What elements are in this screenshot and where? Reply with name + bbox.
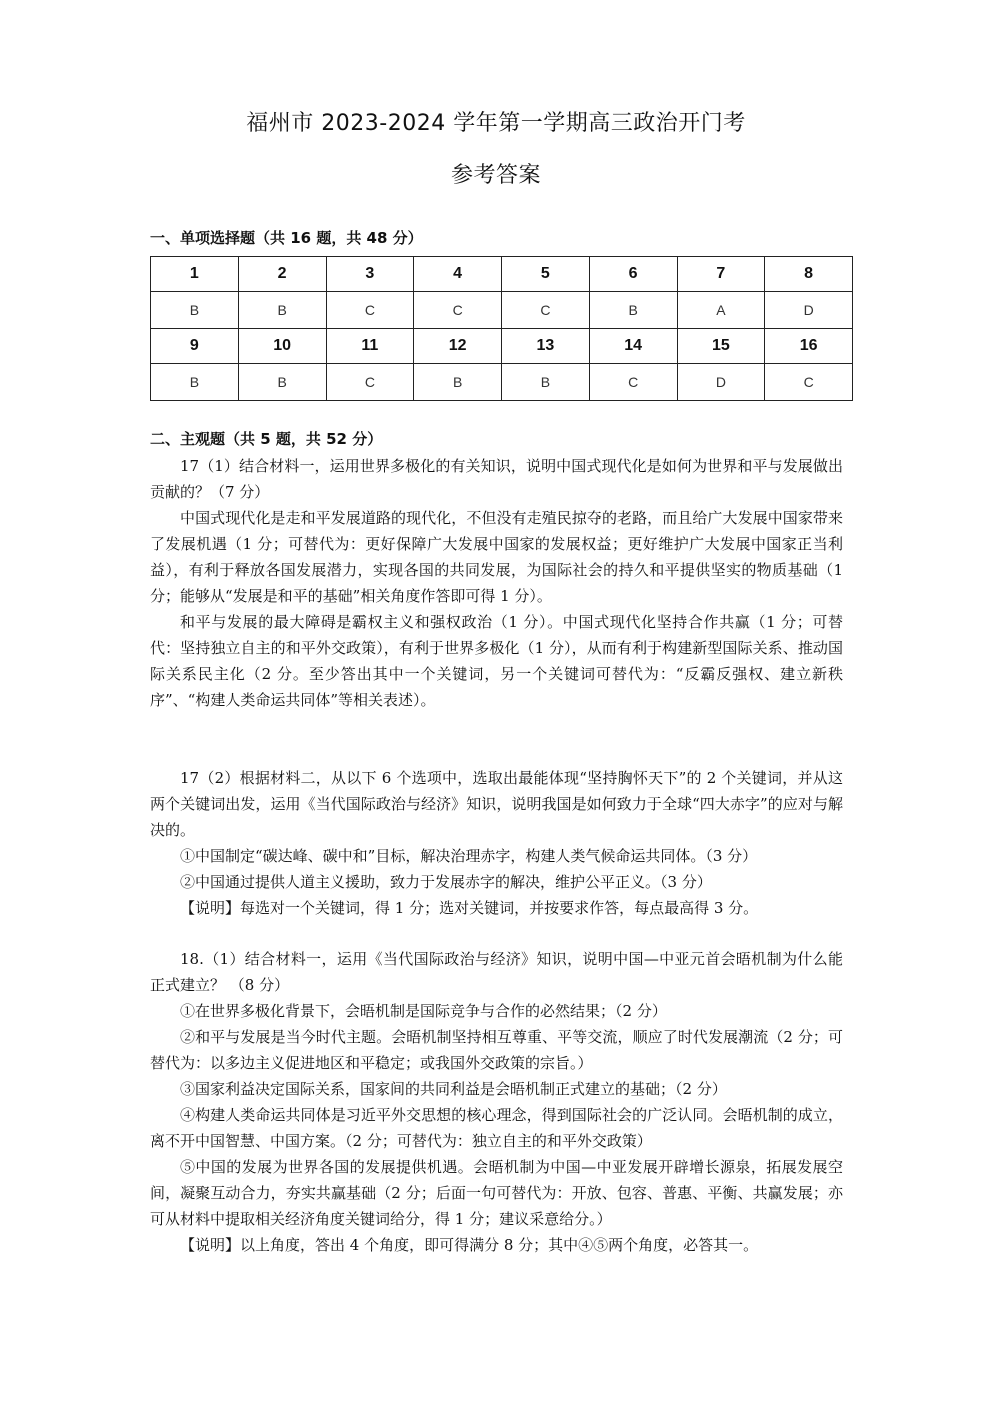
question-number: 11 [326,329,414,364]
answer-cell: C [589,364,677,401]
question-number: 14 [589,329,677,364]
answer-paragraph: 和平与发展的最大障碍是霸权主义和强权政治（1 分）。中国式现代化坚持合作共赢（1 分；可替代：坚持独立自主的和平外交政策），有利于世界多极化（1 分），从而有利于构建新型国际关系、推动国际关系民主化（2 分。至少答出其中一个关键词，另一个关键词可替代为：“反霸反强权、建立新秩序”、“构建人类命运共同体”等相关表述）。 [150,613,843,709]
document-title: 福州市 2023-2024 学年第一学期高三政治开门考 [246,111,746,136]
question-number-row [151,257,853,292]
question-number: 6 [589,257,677,292]
scoring-note: 【说明】每选对一个关键词，得 1 分；选对关键词，并按要求作答，每点最高得 3 分。 [180,899,759,917]
question-17-2-block [150,765,843,921]
question-number: 13 [502,329,590,364]
scoring-note: 【说明】以上角度，答出 4 个角度，即可得满分 8 分；其中④⑤两个角度，必答其一。 [180,1236,759,1254]
question-number: 10 [238,329,326,364]
answer-cell: C [414,292,502,329]
question-number: 5 [502,257,590,292]
answer-cell: B [238,292,326,329]
question-number: 1 [151,257,239,292]
document-subtitle: 参考答案 [450,163,541,188]
answer-paragraph: 中国式现代化是走和平发展道路的现代化，不但没有走殖民掠夺的老路，而且给广大发展中国家带来了发展机遇（1 分；可替代为：更好保障广大发展中国家的发展权益；更好维护广大发展中国家正当利益），有利于释放各国发展潜力，实现各国的共同发展，为国际社会的持久和平提供坚实的物质基础（1 分；能够从“发展是和平的基础”相关角度作答即可得 1 分）。 [150,509,843,605]
section-heading-multiple-choice: 一、单项选择题（共 16 题，共 48 分） [150,229,423,247]
answer-cell: B [238,364,326,401]
question-number: 4 [414,257,502,292]
answer-cell: D [765,292,853,329]
question-18-1-block [150,946,843,1258]
question-number: 15 [677,329,765,364]
answer-cell: B [502,364,590,401]
question-number: 8 [765,257,853,292]
question-number: 2 [238,257,326,292]
answer-cell: B [151,364,239,401]
answer-point: ④构建人类命运共同体是习近平外交思想的核心理念，得到国际社会的广泛认同。会晤机制的成立，离不开中国智慧、中国方案。（2 分；可替代为：独立自主的和平外交政策） [150,1106,843,1150]
answer-row [151,364,853,401]
answer-cell: B [589,292,677,329]
answer-point: ③国家利益决定国际关系，国家间的共同利益是会晤机制正式建立的基础；（2 分） [180,1080,727,1098]
answer-cell: A [677,292,765,329]
answer-point: ①中国制定“碳达峰、碳中和”目标，解决治理赤字，构建人类气候命运共同体。（3 分） [180,847,758,865]
answer-row [151,292,853,329]
answer-cell: B [414,364,502,401]
answer-point: ①在世界多极化背景下，会晤机制是国际竞争与合作的必然结果；（2 分） [180,1002,667,1020]
answer-cell: C [502,292,590,329]
question-text: 17（1）结合材料一，运用世界多极化的有关知识，说明中国式现代化是如何为世界和平与发展做出贡献的？（7 分） [150,457,843,501]
question-text: 18.（1）结合材料一，运用《当代国际政治与经济》知识，说明中国—中亚元首会晤机制为什么能正式建立？ （8 分） [150,950,843,994]
question-number: 16 [765,329,853,364]
answer-cell: C [326,364,414,401]
section-heading-subjective: 二、主观题（共 5 题，共 52 分） [150,430,383,448]
question-number: 12 [414,329,502,364]
answer-table [150,256,853,401]
question-17-1-block [150,453,843,713]
question-number: 3 [326,257,414,292]
question-text: 17（2）根据材料二，从以下 6 个选项中，选取出最能体现“坚持胸怀天下”的 2 个关键词，并从这两个关键词出发，运用《当代国际政治与经济》知识，说明我国是如何致力于全球“四大赤字”的应对与解决的。 [150,769,843,839]
question-number: 9 [151,329,239,364]
question-number: 7 [677,257,765,292]
answer-cell: D [677,364,765,401]
answer-point: ②和平与发展是当今时代主题。会晤机制坚持相互尊重、平等交流，顺应了时代发展潮流（2 分；可替代为：以多边主义促进地区和平稳定；或我国外交政策的宗旨。） [150,1028,843,1072]
answer-point: ⑤中国的发展为世界各国的发展提供机遇。会晤机制为中国—中亚发展开辟增长源泉，拓展发展空间，凝聚互动合力，夯实共赢基础（2 分；后面一句可替代为：开放、包容、普惠、平衡、共赢发展；亦可从材料中提取相关经济角度关键词给分，得 1 分；建议采意给分。） [150,1158,843,1228]
question-number-row [151,329,853,364]
answer-cell: C [326,292,414,329]
answer-cell: C [765,364,853,401]
answer-point: ②中国通过提供人道主义援助，致力于发展赤字的解决，维护公平正义。（3 分） [180,873,712,891]
answer-cell: B [151,292,239,329]
